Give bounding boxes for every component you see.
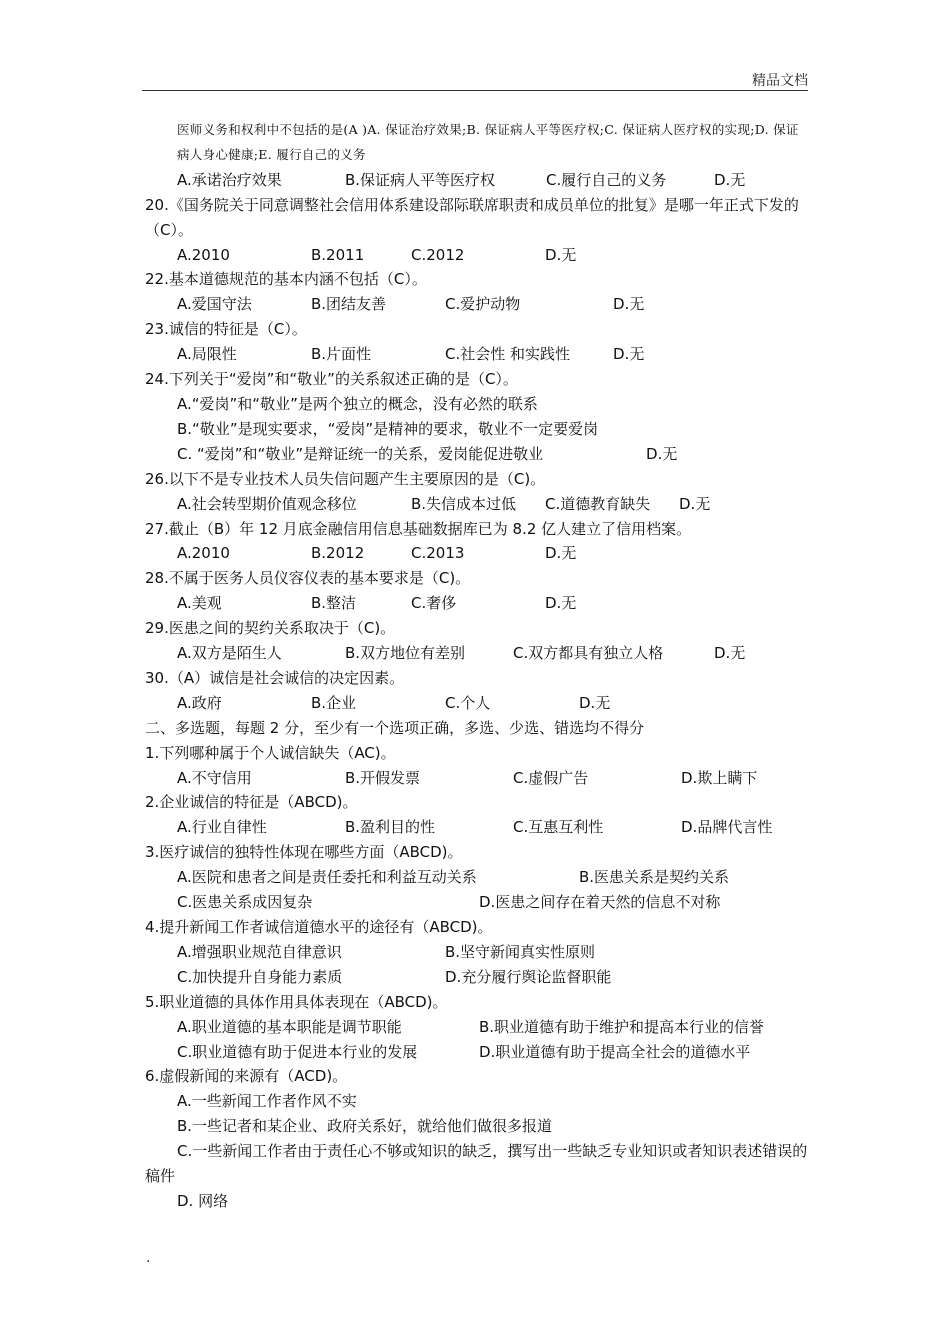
option-d: D.无 — [613, 295, 645, 314]
section-heading: 二、多选题，每题 2 分，至少有一个选项正确，多选、少选、错选均不得分 — [145, 718, 645, 737]
header-rule — [142, 90, 808, 91]
option-b: B.片面性 — [311, 345, 372, 364]
option-c: C.社会性 和实践性 — [445, 345, 571, 364]
option-d: D.无 — [714, 644, 746, 663]
option-a: A.“爱岗”和“敬业”是两个独立的概念，没有必然的联系 — [177, 394, 538, 413]
option-a: A.2010 — [177, 544, 230, 563]
options-row — [145, 492, 810, 517]
option-c: C.互惠互利性 — [513, 818, 604, 837]
option-b: B.2011 — [311, 245, 365, 264]
option-b: B.保证病人平等医疗权 — [345, 170, 496, 189]
option-b: B.“敬业”是现实要求，“爱岗”是精神的要求，敬业不一定要爱岗 — [177, 419, 599, 438]
option-d: D.品牌代言性 — [681, 818, 773, 837]
option-c: C.奢侈 — [411, 594, 457, 613]
option-c: C.医患关系成因复杂 — [177, 893, 313, 912]
question-m1: 1.下列哪种属于个人诚信缺失（AC)。 — [145, 743, 396, 762]
options-row — [145, 292, 810, 317]
option-d: D.无 — [545, 544, 577, 563]
options-row — [145, 541, 810, 566]
option-a: A.爱国守法 — [177, 295, 252, 314]
options-row — [145, 591, 810, 616]
options-row — [145, 1015, 810, 1040]
options-row — [145, 442, 810, 467]
option-c: C.职业道德有助于促进本行业的发展 — [177, 1042, 418, 1061]
question-30: 30.（A）诚信是社会诚信的决定因素。 — [145, 668, 405, 687]
option-c: C.双方都具有独立人格 — [513, 644, 664, 663]
option-a: A.2010 — [177, 245, 230, 264]
question-m3: 3.医疗诚信的独特性体现在哪些方面（ABCD)。 — [145, 843, 463, 862]
header-label: 精品文档 — [752, 73, 808, 89]
options-row — [145, 865, 810, 890]
option-c: C.加快提升自身能力素质 — [177, 967, 343, 986]
option-d: D.无 — [613, 345, 645, 364]
question-intro: 医师义务和权利中不包括的是(A )A. 保证治疗效果;B. 保证病人平等医疗权;C. 保证病人医疗权的实现;D. 保证病人身心健康;E. 履行自己的义务 — [177, 122, 799, 162]
option-b: B.职业道德有助于维护和提高本行业的信誉 — [479, 1017, 765, 1036]
option-a: A.行业自律性 — [177, 818, 267, 837]
option-d: D. 网络 — [177, 1191, 229, 1210]
question-m6: 6.虚假新闻的来源有（ACD)。 — [145, 1067, 348, 1086]
question-m4: 4.提升新闻工作者诚信道德水平的途径有（ABCD)。 — [145, 918, 493, 936]
options-row — [145, 965, 810, 990]
option-c: C.2013 — [411, 544, 465, 563]
options-row — [145, 766, 810, 791]
option-b: B.2012 — [311, 544, 365, 563]
option-b: B.盈利目的性 — [345, 818, 436, 837]
option-d: D.无 — [714, 170, 746, 189]
option-a: A.美观 — [177, 594, 222, 613]
option-a: A.局限性 — [177, 345, 237, 364]
question-23: 23.诚信的特征是（C）。 — [145, 320, 307, 339]
option-d: D.充分履行舆论监督职能 — [445, 967, 612, 986]
option-a: A.承诺治疗效果 — [177, 170, 282, 189]
option-a: A.一些新闻工作者作风不实 — [177, 1092, 357, 1111]
option-c: C. “爱岗”和“敬业”是辩证统一的关系，爱岗能促进敬业 — [177, 444, 544, 463]
option-d: D.欺上瞒下 — [681, 768, 758, 787]
option-a: A.社会转型期价值观念移位 — [177, 494, 357, 513]
options-row — [145, 1040, 810, 1065]
question-20: 20.《国务院关于同意调整社会信用体系建设部际联席职责和成员单位的批复》是哪一年正式下发的（C）。 — [145, 195, 799, 239]
option-b: B.团结友善 — [311, 295, 387, 314]
question-28: 28.不属于医务人员仪容仪表的基本要求是（C)。 — [145, 569, 471, 588]
option-c: C.虚假广告 — [513, 768, 589, 787]
option-b: B.整洁 — [311, 594, 357, 613]
option-d: D.职业道德有助于提高全社会的道德水平 — [479, 1042, 751, 1061]
option-c: C.一些新闻工作者由于责任心不够或知识的缺乏，撰写出一些缺乏专业知识或者知识表述错误的稿件 — [145, 1142, 808, 1186]
option-a: A.医院和患者之间是责任委托和利益互动关系 — [177, 868, 477, 887]
question-29: 29.医患之间的契约关系取决于（C)。 — [145, 619, 396, 638]
option-d: D.无 — [545, 594, 577, 613]
options-row — [145, 890, 810, 915]
question-m5: 5.职业道德的具体作用具体表现在（ABCD)。 — [145, 992, 448, 1011]
option-b: B.双方地位有差别 — [345, 644, 466, 663]
option-d: D.无 — [579, 693, 611, 712]
footer-mark: . — [146, 1250, 151, 1266]
option-a: A.双方是陌生人 — [177, 644, 282, 663]
option-c: C.履行自己的义务 — [546, 170, 667, 189]
option-b: B.一些记者和某企业、政府关系好，就给他们做很多报道 — [177, 1117, 553, 1136]
question-22: 22.基本道德规范的基本内涵不包括（C）。 — [145, 270, 427, 289]
document-body — [145, 118, 810, 1214]
option-d: D.医患之间存在着天然的信息不对称 — [479, 893, 721, 912]
option-d: D.无 — [646, 444, 678, 463]
options-row — [145, 243, 810, 268]
option-b: B.企业 — [311, 693, 357, 712]
options-row — [145, 342, 810, 367]
option-a: A.政府 — [177, 693, 222, 712]
option-c: C.2012 — [411, 245, 465, 264]
options-row — [145, 815, 810, 840]
option-b: B.医患关系是契约关系 — [579, 868, 730, 887]
option-b: B.失信成本过低 — [411, 494, 517, 513]
option-a: A.职业道德的基本职能是调节职能 — [177, 1017, 402, 1036]
question-24: 24.下列关于“爱岗”和“敬业”的关系叙述正确的是（C）。 — [145, 370, 518, 389]
options-row — [145, 691, 810, 716]
option-b: B.坚守新闻真实性原则 — [445, 942, 596, 961]
question-27: 27.截止（B）年 12 月底金融信用信息基础数据库已为 8.2 亿人建立了信用档案。 — [145, 519, 692, 538]
option-b: B.开假发票 — [345, 768, 421, 787]
option-a: A.增强职业规范自律意识 — [177, 942, 342, 961]
option-a: A.不守信用 — [177, 768, 252, 787]
option-c: C.爱护动物 — [445, 295, 521, 314]
option-d: D.无 — [679, 494, 711, 513]
question-26: 26.以下不是专业技术人员失信问题产生主要原因的是（C)。 — [145, 469, 546, 488]
question-m2: 2.企业诚信的特征是（ABCD)。 — [145, 793, 358, 812]
options-row — [145, 940, 810, 965]
option-d: D.无 — [545, 245, 577, 264]
options-row — [145, 168, 810, 193]
option-c: C.个人 — [445, 693, 491, 712]
options-row — [145, 641, 810, 666]
option-c: C.道德教育缺失 — [545, 494, 651, 513]
